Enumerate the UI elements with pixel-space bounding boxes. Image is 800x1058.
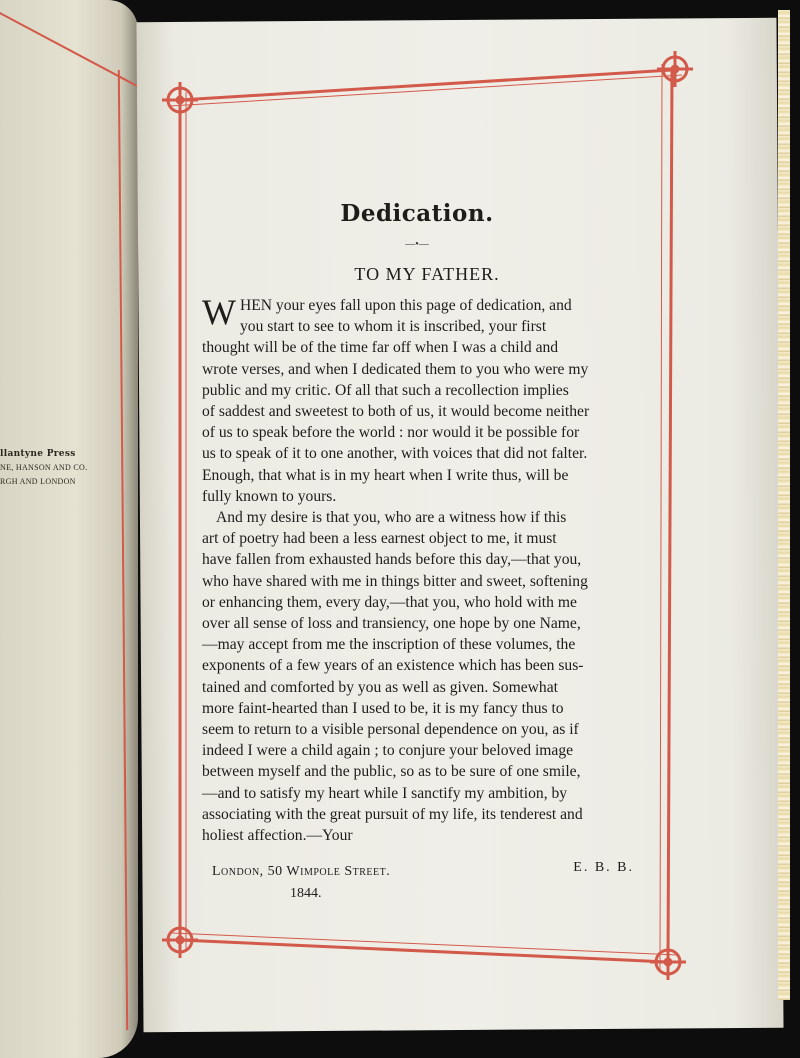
year-line: 1844. bbox=[290, 886, 322, 902]
text-line: you start to see to whom it is inscribed, your first bbox=[239, 318, 547, 336]
text-line: holiest affection.—Your bbox=[202, 827, 353, 845]
text-line: wrote verses, and when I dedicated them to you who were my bbox=[202, 360, 589, 378]
text-line: thought will be of the time far off when I was a child and bbox=[202, 339, 559, 357]
text-line: public and my critic. Of all that such a recollection implies bbox=[202, 381, 569, 399]
text-line: who have shared with me in things bitter and sweet, softening bbox=[202, 572, 588, 590]
text-line: —and to satisfy my heart while I sanctify my ambition, by bbox=[202, 784, 568, 802]
corner-ornament-top-left-icon bbox=[162, 82, 198, 118]
title-ornament: —•— bbox=[405, 239, 429, 250]
drop-cap: W bbox=[202, 292, 236, 332]
text-line: exponents of a few years of an existence which has been sus- bbox=[202, 657, 584, 675]
text-line: of saddest and sweetest to both of us, it would become neither bbox=[202, 403, 590, 421]
page-title: Dedication. bbox=[340, 200, 494, 227]
paragraph-1 bbox=[202, 292, 652, 507]
text-line: tained and comforted by you as well as given. Somewhat bbox=[202, 678, 558, 696]
corner-ornament-bottom-left-icon bbox=[162, 922, 198, 958]
text-line: or enhancing them, every day,—that you, who hold with me bbox=[202, 593, 577, 611]
text-line: fully known to yours. bbox=[202, 487, 337, 505]
text-line: of us to speak before the world : nor would it be possible for bbox=[202, 424, 580, 442]
text-line: seem to return to a visible personal dependence on you, as if bbox=[202, 721, 579, 739]
text-line: associating with the great pursuit of my life, its tenderest and bbox=[202, 805, 583, 823]
text-line: between myself and the public, so as to be sure of one smile, bbox=[202, 763, 581, 781]
text-line: indeed I were a child again ; to conjure your beloved image bbox=[202, 742, 574, 760]
paragraph-2 bbox=[202, 507, 652, 846]
author-initials: E. B. B. bbox=[573, 860, 634, 876]
text-line: us to speak of it to one another, with voices that did not falter. bbox=[202, 445, 588, 463]
dedication-text-block bbox=[202, 200, 652, 910]
imprint-line-3: RGH AND LONDON bbox=[0, 477, 76, 486]
text-line: more faint-hearted than I used to be, it is my fancy thus to bbox=[202, 699, 564, 717]
text-line: Enough, that what is in my heart when I write thus, will be bbox=[202, 466, 569, 484]
text-line: And my desire is that you, who are a witness how if this bbox=[216, 509, 567, 527]
place-line: London, 50 Wimpole Street. bbox=[212, 864, 391, 880]
corner-ornament-bottom-right-icon bbox=[650, 944, 686, 980]
text-line: —may accept from me the inscription of these volumes, the bbox=[202, 636, 576, 654]
imprint-line-2: NE, HANSON AND CO. bbox=[0, 463, 88, 472]
text-line: HEN your eyes fall upon this page of dedication, and bbox=[239, 297, 572, 314]
text-line: art of poetry had been a less earnest object to me, it must bbox=[202, 530, 557, 548]
text-line: over all sense of loss and transiency, one hope by one Name, bbox=[202, 615, 581, 633]
imprint-line-1: llantyne Press bbox=[0, 449, 76, 459]
signature-block bbox=[202, 860, 652, 910]
text-line: have fallen from exhausted hands before this day,—that you, bbox=[202, 551, 582, 569]
subheading: TO MY FATHER. bbox=[354, 264, 500, 284]
